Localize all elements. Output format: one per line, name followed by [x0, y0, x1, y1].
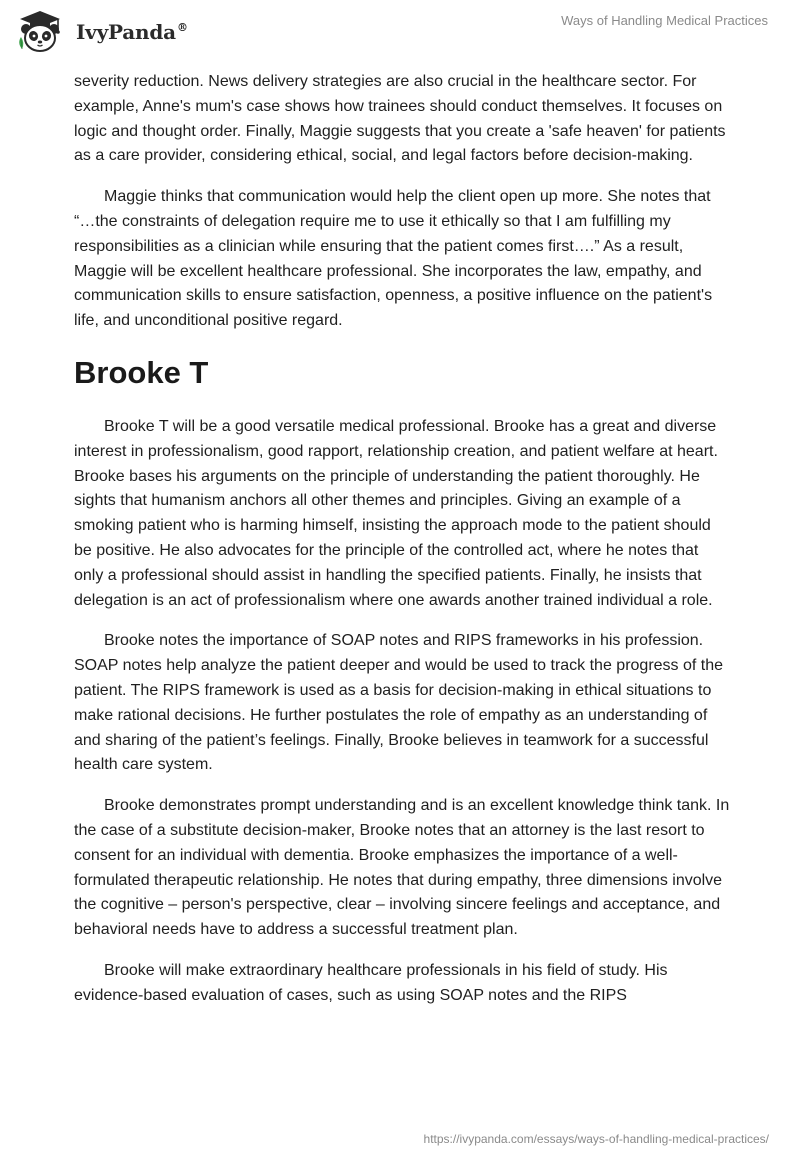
source-url[interactable]: https://ivypanda.com/essays/ways-of-handling-medical-practices/ [423, 1132, 769, 1146]
paragraph: Brooke will make extraordinary healthcare professionals in his field of study. His evidence-based evaluation of cases, such as using SOAP notes and the RIPS [74, 961, 668, 1004]
paragraph: Brooke T will be a good versatile medical professional. Brooke has a great and diverse interest in professionalism, good rapport, relationship creation, and patient welfare at heart. Brooke bases his arguments on the principle of understanding the patient thoroughly. He sights that humanism anchors all other themes and principles. Giving an example of a smoking patient who is harming himself, insisting the approach mode to the patient should be positive. He also advocates for the principle of the controlled act, where he notes that only a professional should assist in handling the specified patients. Finally, he insists that delegation is an act of professionalism where one awards another trained individual a role. [74, 417, 718, 609]
paragraph: Brooke demonstrates prompt understanding and is an excellent knowledge think tank. In the case of a substitute decision-maker, Brooke notes that an attorney is the last resort to consent for an individual with dementia. Brooke emphasizes the importance of a well-formulated therapeutic relationship. He notes that during empathy, three dimensions involve the cognitive – person's perspective, clear – involving sincere feelings and acceptance, and behavioral needs have to address a successful treatment plan. [74, 797, 730, 939]
document-title: Ways of Handling Medical Practices [561, 13, 768, 28]
paragraph: Maggie thinks that communication would help the client open up more. She notes that “…the constraints of delegation require me to use it ethically so that I am fulfilling my responsibilities as a clinician while ensuring that the patient comes first….” As a result, Maggie will be excellent healthcare professional. She incorporates the law, empathy, and communication skills to ensure satisfaction, openness, a positive influence on the patient's life, and unconditional positive regard. [74, 188, 713, 330]
section-heading: Brooke T [74, 354, 209, 390]
paragraph: severity reduction. News delivery strategies are also crucial in the healthcare sector. For example, Anne's mum's case shows how trainees should conduct themselves. It focuses on logic and thought order. Finally, Maggie suggests that you create a 'safe heaven' for patients as a care provider, considering ethical, social, and legal factors before decision-making. [74, 73, 726, 165]
brand-name: IvyPanda® [76, 20, 188, 44]
page-header [0, 0, 800, 70]
ivypanda-logo[interactable] [14, 9, 188, 55]
essay-body [74, 70, 730, 1009]
paragraph: Brooke notes the importance of SOAP notes and RIPS frameworks in his profession. SOAP notes help analyze the patient deeper and would be used to track the progress of the patient. The RIPS framework is used as a basis for decision-making in ethical situations to make rational decisions. He further postulates the role of empathy as an understanding of and sharing of the patient’s feelings. Finally, Brooke believes in teamwork for a successful health care system. [74, 632, 724, 774]
panda-graduate-icon [14, 9, 66, 55]
